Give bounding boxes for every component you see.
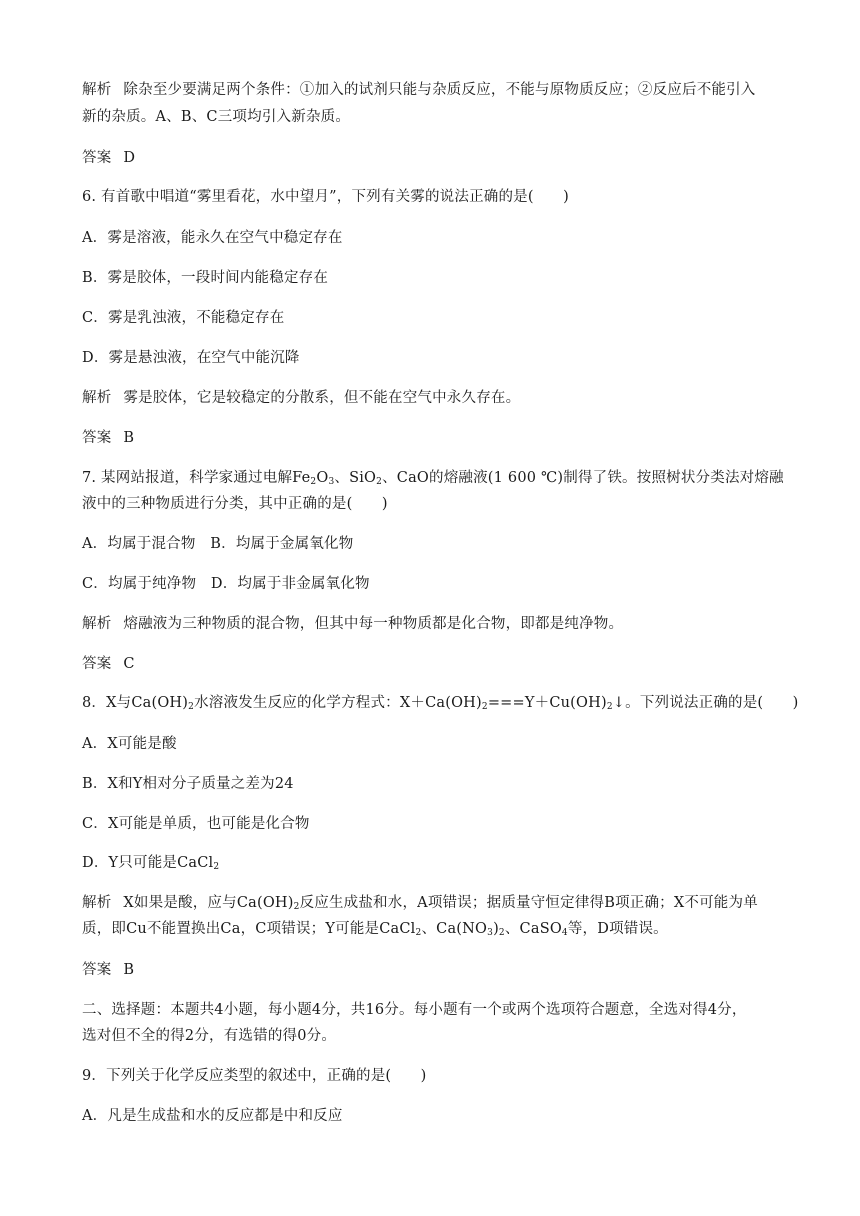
analysis-text: 质，即Cu不能置换出Ca，C项错误；Y可能是CaCl: [82, 921, 416, 937]
answer-value: B: [123, 962, 135, 978]
stem-text: 水溶液发生反应的化学方程式：X＋Ca(OH): [194, 695, 482, 711]
q8-analysis: [82, 893, 782, 913]
q5-analysis: [82, 80, 782, 100]
subscript: 2: [310, 477, 317, 487]
stem-text: 8．X与Ca(OH): [82, 695, 189, 711]
subscript: 2: [481, 702, 488, 712]
answer-label: 答案: [82, 150, 112, 166]
answer-value: B: [123, 430, 135, 446]
q8-option-d: [82, 853, 782, 873]
subscript: 2: [213, 862, 220, 872]
analysis-label: 解析: [82, 895, 112, 911]
q9-option-a: A．凡是生成盐和水的反应都是中和反应: [82, 1108, 343, 1124]
q5-analysis-cont: 新的杂质。A、B、C三项均引入新杂质。: [82, 109, 351, 125]
subscript: 2: [606, 702, 613, 712]
stem-text: 7. 某网站报道，科学家通过电解Fe: [82, 470, 311, 486]
q6-option-a: A．雾是溶液，能永久在空气中稳定存在: [82, 230, 343, 246]
q8-option-c: C．X可能是单质，也可能是化合物: [82, 816, 310, 832]
stem-text: ===Y＋Cu(OH): [487, 695, 607, 711]
analysis-text: 、Ca(NO: [421, 921, 488, 937]
q6-analysis: [82, 388, 782, 408]
answer-label: 答案: [82, 656, 112, 672]
subscript: 2: [498, 928, 505, 938]
analysis-text: X如果是酸，应与Ca(OH): [123, 895, 294, 911]
analysis-text: 反应生成盐和水，A项错误；据质量守恒定律得B项正确；X不可能为单: [299, 895, 758, 911]
q7-options-row2: C．均属于纯净物 D．均属于非金属氧化物: [82, 576, 370, 592]
subscript: 2: [293, 902, 300, 912]
answer-label: 答案: [82, 430, 112, 446]
stem-text: 、CaO的熔融液(1 600 ℃)制得了铁。按照树状分类法对熔融: [382, 470, 784, 486]
q6-answer: [82, 428, 782, 448]
q7-analysis: [82, 614, 782, 634]
subscript: 4: [561, 928, 568, 938]
q8-analysis-cont: [82, 919, 782, 939]
analysis-text: 除杂至少要满足两个条件：①加入的试剂只能与杂质反应，不能与原物质反应；②反应后不能引入: [123, 82, 756, 98]
answer-label: 答案: [82, 962, 112, 978]
subscript: 3: [328, 477, 335, 487]
q7-stem: [82, 468, 782, 488]
subscript: 3: [487, 928, 494, 938]
q6-option-d: D．雾是悬浊液，在空气中能沉降: [82, 350, 300, 366]
stem-text: O: [316, 470, 329, 486]
q8-option-a: A．X可能是酸: [82, 736, 177, 752]
analysis-label: 解析: [82, 616, 112, 632]
option-text: D．Y只可能是CaCl: [82, 855, 214, 871]
q6-option-b: B．雾是胶体，一段时间内能稳定存在: [82, 270, 329, 286]
q8-stem: [82, 693, 799, 713]
q7-options-row1: A．均属于混合物 B．均属于金属氧化物: [82, 536, 354, 552]
analysis-text: 雾是胶体，它是较稳定的分散系，但不能在空气中永久存在。: [123, 390, 521, 406]
q7-stem-cont: 液中的三种物质进行分类，其中正确的是( ): [82, 496, 388, 512]
analysis-text: 熔融液为三种物质的混合物，但其中每一种物质都是化合物，即都是纯净物。: [123, 616, 624, 632]
q6-stem: 6. 有首歌中唱道“雾里看花，水中望月”，下列有关雾的说法正确的是( ): [82, 189, 569, 205]
stem-text: 、SiO: [334, 470, 377, 486]
q9-stem: 9．下列关于化学反应类型的叙述中，正确的是( ): [82, 1068, 427, 1084]
q8-answer: [82, 960, 782, 980]
analysis-label: 解析: [82, 82, 112, 98]
answer-value: C: [123, 656, 135, 672]
q8-option-b: B．X和Y相对分子质量之差为24: [82, 776, 294, 792]
q6-option-c: C．雾是乳浊液，不能稳定存在: [82, 310, 285, 326]
q5-answer: [82, 148, 782, 168]
section2-heading: 二、选择题：本题共4小题，每小题4分，共16分。每小题有一个或两个选项符合题意，全选对得4分，: [82, 1002, 747, 1018]
answer-value: D: [123, 150, 136, 166]
subscript: 2: [415, 928, 422, 938]
analysis-text: ): [493, 921, 499, 937]
analysis-label: 解析: [82, 390, 112, 406]
analysis-text: 、CaSO: [504, 921, 562, 937]
stem-text: ↓。下列说法正确的是( ): [612, 695, 799, 711]
subscript: 2: [376, 477, 383, 487]
analysis-text: 等，D项错误。: [567, 921, 668, 937]
section2-heading-cont: 选对但不全的得2分，有选错的得0分。: [82, 1028, 337, 1044]
q7-answer: [82, 654, 782, 674]
subscript: 2: [188, 702, 195, 712]
